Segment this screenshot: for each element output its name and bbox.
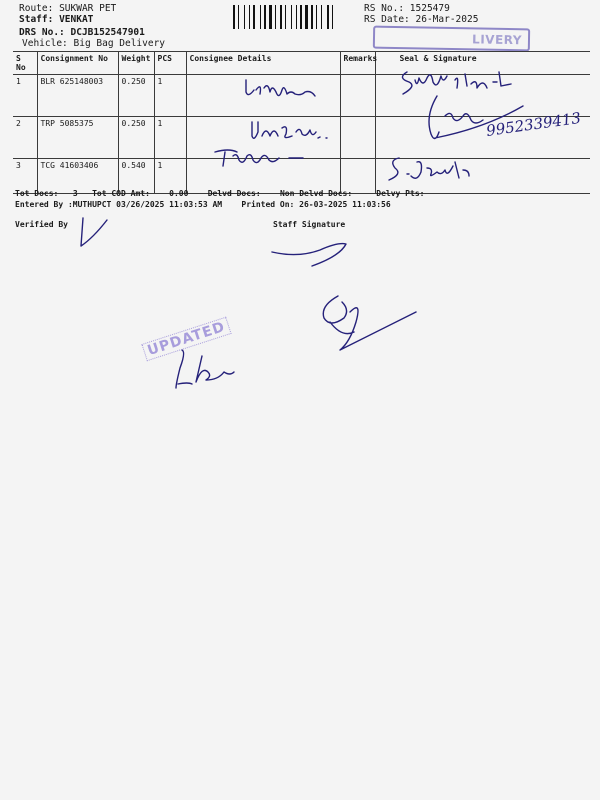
barcode-bar <box>275 5 276 29</box>
drs-line: DRS No.: DCJB152547901 <box>19 27 145 38</box>
barcode-bar <box>260 5 261 29</box>
rs-number-line: RS No.: 1525479 <box>364 3 450 14</box>
consignee-handwriting-2 <box>248 116 348 146</box>
col-header-sno: S No <box>13 52 37 75</box>
cell-sno: 2 <box>13 117 37 159</box>
barcode-bar <box>300 5 302 29</box>
updated-stamp: UPDATED <box>141 317 231 362</box>
cell-weight: 0.540 <box>118 159 154 194</box>
cell-pcs: 1 <box>154 75 186 117</box>
barcode-bar <box>332 5 333 29</box>
barcode-bar <box>321 5 322 29</box>
staff-signature-label: Staff Signature <box>273 220 346 229</box>
route-line: Route: SUKWAR PET <box>19 3 117 14</box>
cell-consignment: TRP 5085375 <box>37 117 118 159</box>
barcode-bar <box>238 5 239 29</box>
cell-sno: 3 <box>13 159 37 194</box>
rs-date-line: RS Date: 26-Mar-2025 <box>364 14 479 25</box>
col-header-pcs: PCS <box>154 52 186 75</box>
cell-consignment: BLR 625148003 <box>37 75 118 117</box>
cell-remarks <box>340 75 375 117</box>
svg-text:9952339413: 9952339413 <box>485 108 583 140</box>
cell-consignment: TCG 41603406 <box>37 159 118 194</box>
barcode-bar <box>285 5 286 29</box>
barcode-bar <box>244 5 245 29</box>
verified-by-label: Verified By <box>15 220 68 229</box>
barcode-bar <box>311 5 313 29</box>
consignee-handwriting-3 <box>213 146 323 171</box>
barcode-bar <box>316 5 317 29</box>
cell-sno: 1 <box>13 75 37 117</box>
barcode-bar <box>249 5 250 29</box>
totals-line: Tot Docs: 3 Tot COD Amt: 0.00 Delvd Docs: Non Delvd Docs: Delvy Pts: <box>15 189 425 198</box>
seal-signature-3 <box>385 154 485 184</box>
barcode-bar <box>269 5 272 29</box>
barcode-bar <box>233 5 235 29</box>
staff-signature <box>268 236 353 270</box>
col-header-consignee: Consignee Details <box>186 52 340 75</box>
large-signature <box>310 292 425 357</box>
col-header-consignment: Consignment No <box>37 52 118 75</box>
col-header-remarks: Remarks <box>340 52 375 75</box>
barcode-bar <box>264 5 266 29</box>
consignee-handwriting-1 <box>240 72 340 102</box>
delivery-stamp: LIVERY <box>373 26 530 52</box>
updated-signature <box>168 346 238 392</box>
col-header-seal: Seal & Signature <box>375 52 590 75</box>
verified-signature <box>75 214 115 250</box>
cell-pcs: 1 <box>154 117 186 159</box>
col-header-weight: Weight <box>118 52 154 75</box>
barcode-bar <box>296 5 297 29</box>
barcode-bar <box>280 5 282 29</box>
cell-weight: 0.250 <box>118 75 154 117</box>
staff-line: Staff: VENKAT <box>19 14 94 25</box>
barcode-bar <box>253 5 255 29</box>
barcode <box>233 5 355 29</box>
barcode-bar <box>291 5 292 29</box>
barcode-bar <box>327 5 329 29</box>
cell-pcs: 1 <box>154 159 186 194</box>
cell-weight: 0.250 <box>118 117 154 159</box>
seal-signature-1 <box>395 66 595 146</box>
entered-by-line: Entered By :MUTHUPCT 03/26/2025 11:03:53 AM Printed On: 26-03-2025 11:03:56 <box>15 200 391 209</box>
barcode-bar <box>305 5 308 29</box>
vehicle-line: Vehicle: Big Bag Delivery <box>22 38 166 49</box>
